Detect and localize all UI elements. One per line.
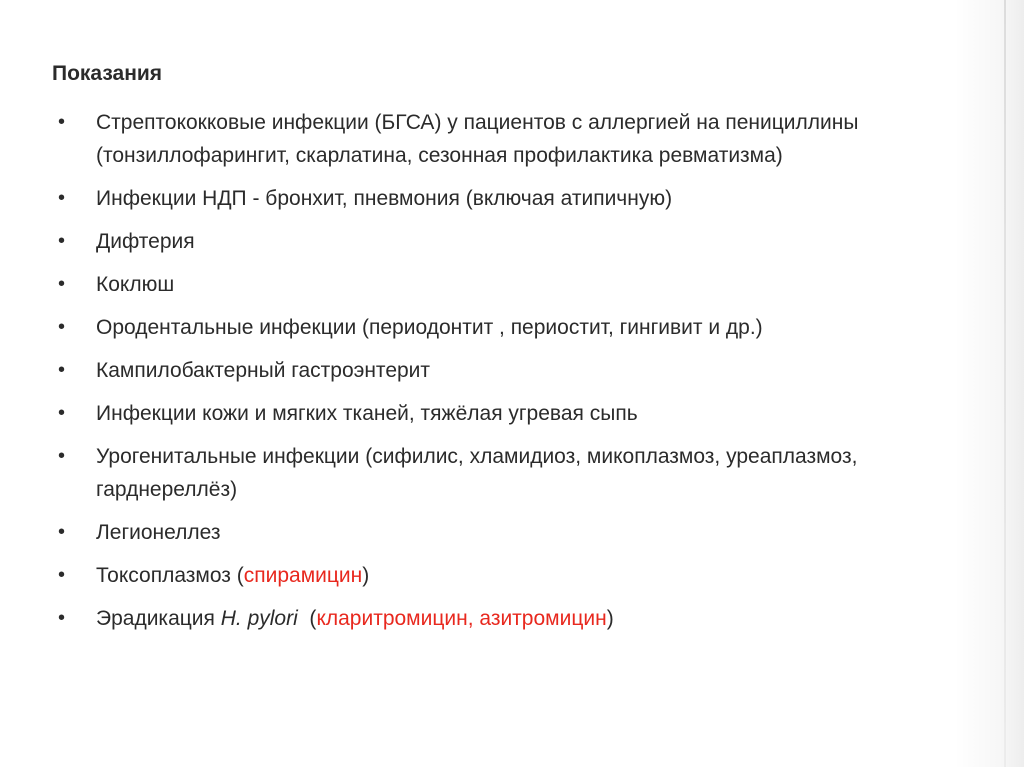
slide-heading: Показания: [52, 62, 163, 85]
bullet-icon: •: [58, 187, 66, 209]
page-edge-line: [1004, 0, 1006, 767]
list-item: [52, 440, 952, 506]
bullet-icon: •: [58, 607, 66, 629]
item-prefix: Токсоплазмоз (: [96, 564, 244, 587]
list-item-text: [96, 607, 614, 630]
bullet-icon: •: [58, 230, 66, 252]
bullet-icon: •: [58, 273, 66, 295]
indications-list: [52, 106, 952, 645]
list-item-text: Ородентальные инфекции (периодонтит , периостит, гингивит и др.): [96, 316, 763, 339]
list-item: [52, 516, 952, 549]
item-suffix: ): [606, 607, 614, 630]
list-item-text: Стрептококковые инфекции (БГСА) у пациентов с аллергией на пенициллины (тонзиллофарингит, скарлатина, сезонная профилактика ревматизма): [96, 111, 859, 167]
item-suffix: ): [362, 564, 370, 587]
list-item: [52, 559, 952, 592]
list-item-text: Кампилобактерный гастроэнтерит: [96, 359, 431, 382]
bullet-icon: •: [58, 359, 66, 381]
bullet-icon: •: [58, 564, 66, 586]
page-edge-shadow: [954, 0, 1024, 767]
list-item: [52, 225, 952, 258]
item-prefix: Эрадикация: [96, 607, 221, 630]
list-item-text: Урогенитальные инфекции (сифилис, хламидиоз, микоплазмоз, уреаплазмоз, гарднереллёз): [96, 445, 858, 501]
bullet-icon: •: [58, 111, 66, 133]
list-item-text: Инфекции НДП - бронхит, пневмония (включая атипичную): [96, 187, 673, 210]
list-item: [52, 311, 952, 344]
bullet-icon: •: [58, 445, 66, 467]
bullet-icon: •: [58, 316, 66, 338]
pathogen-name: H. pylori: [220, 607, 298, 630]
list-item: [52, 602, 952, 635]
list-item-text: [96, 564, 369, 587]
list-item-text: Дифтерия: [96, 230, 195, 253]
bullet-icon: •: [58, 521, 66, 543]
list-item-text: Коклюш: [96, 273, 175, 296]
list-item-text: Легионеллез: [96, 521, 221, 544]
drug-highlight: кларитромицин, азитромицин: [316, 607, 607, 630]
drug-highlight: спирамицин: [243, 564, 363, 587]
list-item: [52, 182, 952, 215]
list-item: [52, 397, 952, 430]
list-item: [52, 354, 952, 387]
bullet-icon: •: [58, 402, 66, 424]
list-item: [52, 106, 952, 172]
list-item-text: Инфекции кожи и мягких тканей, тяжёлая угревая сыпь: [96, 402, 638, 425]
item-middle: (: [297, 607, 317, 630]
list-item: [52, 268, 952, 301]
